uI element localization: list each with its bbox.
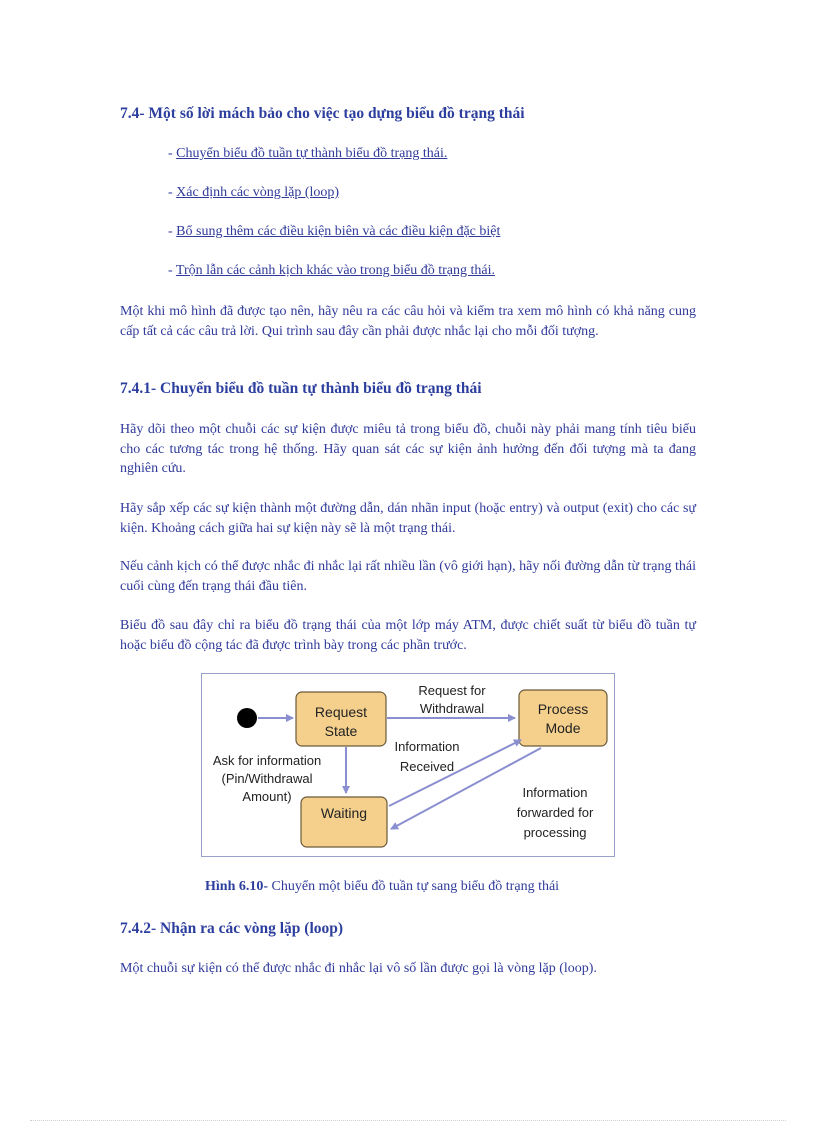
state-process-mode <box>519 690 607 746</box>
bullet-dash: - <box>168 224 177 239</box>
paragraph: Nếu cảnh kịch có thể được nhắc đi nhắc lại rất nhiều lần (vô giới hạn), hãy nối đường dẫn từ trạng thái cuối cùng đến trạng thái đầu tiên. <box>120 559 696 594</box>
paragraph: Hãy dõi theo một chuỗi các sự kiện được miêu tả trong biểu đồ, chuỗi này phải mang tính tiêu biểu cho các tương tác trong hệ thống. Hãy quan sát các sự kiện ảnh hưởng đến đối tượng mà ta đang nghiên cứu. <box>120 422 696 476</box>
label-ask-info-3: Amount) <box>242 789 292 804</box>
bullet-item <box>168 224 500 240</box>
state-waiting-label: Waiting <box>320 805 368 821</box>
label-request-withdrawal-2: Withdrawal <box>419 701 485 716</box>
paragraph: Một chuỗi sự kiện có thể được nhắc đi nhắc lại vô số lần được gọi là vòng lặp (loop). <box>120 961 597 976</box>
initial-state-dot <box>237 708 257 728</box>
bullet-item <box>168 263 495 279</box>
bullet-link-sequence-to-state[interactable]: Chuyển biểu đồ tuần tự thành biểu đồ trạng thái. <box>176 146 448 161</box>
state-request-label-2: State <box>324 723 358 739</box>
bullet-link-merge-scenarios[interactable]: Trộn lẫn các cảnh kịch khác vào trong biểu đồ trạng thái. <box>175 263 495 278</box>
section-heading-7-4-1: 7.4.1- Chuyển biểu đồ tuần tự thành biểu đồ trạng thái <box>120 380 482 397</box>
page-bottom-divider <box>30 1120 786 1121</box>
label-ask-info-1: Ask for information <box>212 753 322 768</box>
label-info-received-1: Information <box>394 739 460 754</box>
bullet-link-boundary-conditions[interactable]: Bổ sung thêm các điều kiện biên và các điều kiện đặc biệt <box>176 224 501 239</box>
figure-caption-text: Chuyển một biểu đồ tuần tự sang biểu đồ trạng thái <box>268 879 560 894</box>
bullet-dash: - <box>168 263 176 278</box>
bullet-link-identify-loops[interactable]: Xác định các vòng lặp (loop) <box>176 185 340 200</box>
paragraph: Một khi mô hình đã được tạo nên, hãy nêu ra các câu hỏi và kiểm tra xem mô hình có khả năng cung cấp tất cả các câu trả lời. Qui trình sau đây cần phải được nhắc lại cho mỗi đối tượng. <box>120 304 696 339</box>
section-heading-7-4-2: 7.4.2- Nhận ra các vòng lặp (loop) <box>120 920 344 937</box>
label-info-forwarded-1: Information <box>522 785 588 800</box>
label-info-forwarded-2: forwarded for <box>516 805 594 820</box>
bullet-item <box>168 146 447 162</box>
figure-caption <box>205 879 559 895</box>
label-info-forwarded-3: processing <box>523 825 587 840</box>
paragraph: Hãy sắp xếp các sự kiện thành một đường dẫn, dán nhãn input (hoặc entry) và output (exit) cho các sự kiện. Khoảng cách giữa hai sự kiện này sẽ là một trạng thái. <box>120 501 696 536</box>
label-request-withdrawal-1: Request for <box>418 683 486 698</box>
bullet-dash: - <box>168 146 177 161</box>
figure-caption-label: Hình 6.10- <box>205 879 269 894</box>
bullet-dash: - <box>168 185 177 200</box>
paragraph: Biểu đồ sau đây chỉ ra biểu đồ trạng thái của một lớp máy ATM, được chiết suất từ biểu đồ tuần tự hoặc biểu đồ cộng tác đã được trình bày trong các phần trước. <box>120 618 696 653</box>
section-heading-7-4: 7.4- Một số lời mách bảo cho việc tạo dựng biểu đồ trạng thái <box>120 105 525 122</box>
state-request-label-1: Request <box>314 704 368 720</box>
atm-state-diagram <box>201 673 615 857</box>
state-process-label-1: Process <box>537 701 589 717</box>
label-info-received-2: Received <box>399 759 455 774</box>
label-ask-info-2: (Pin/Withdrawal <box>221 771 313 786</box>
state-process-label-2: Mode <box>545 720 581 736</box>
bullet-item <box>168 185 339 201</box>
